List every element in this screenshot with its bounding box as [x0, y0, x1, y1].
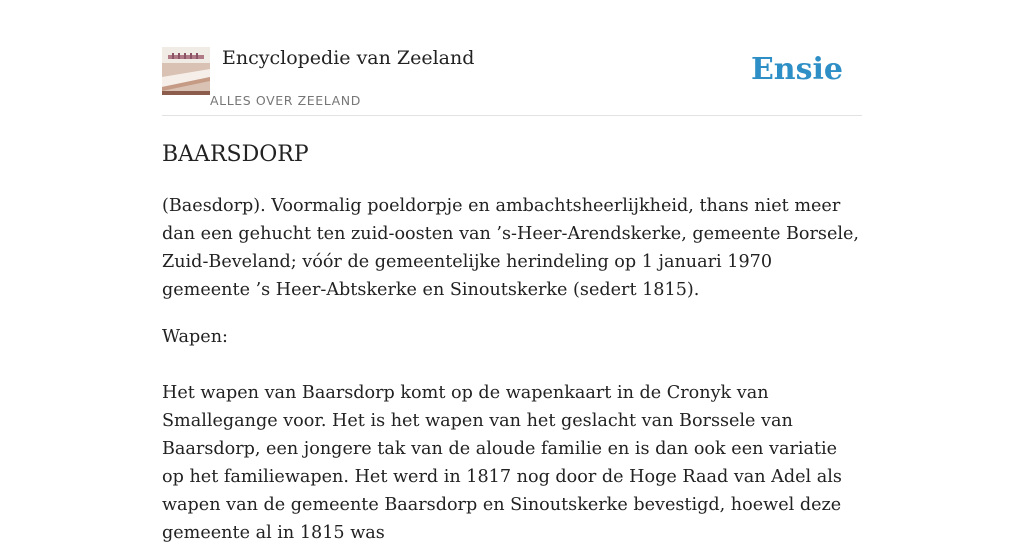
- encyclopedia-logo-icon[interactable]: [162, 47, 210, 95]
- article-paragraph: Het wapen van Baarsdorp komt op de wapenkaart in de Cronyk van Smallegange voor. Het is het wapen van het geslacht van Borssele van Baarsdorp, een jongere tak van de aloude familie en is dan ook een variatie op het familiewapen. Het werd in 1817 nog door de Hoge Raad van Adel als wapen van de gemeente Baarsdorp en Sinoutskerke bevestigd, hoewel deze gemeente al in 1815 was: [162, 383, 842, 543]
- page-container: [162, 0, 862, 543]
- section-heading-wapen: Wapen:: [162, 327, 228, 347]
- article-title: BAARSDORP: [162, 142, 309, 167]
- article-paragraph: (Baesdorp). Voormalig poeldorpje en ambachtsheerlijkheid, thans niet meer dan een gehucht ten zuid-oosten van ’s-Heer-Arendskerke, gemeente Borsele, Zuid-Beveland; vóór de gemeentelijke herindeling op 1 januari 1970 gemeente ’s Heer-Abtskerke en Sinoutskerke (sedert 1815).: [162, 196, 859, 300]
- site-header: [162, 0, 862, 116]
- ensie-brand-link[interactable]: Ensie: [750, 52, 843, 87]
- site-subtitle: ALLES OVER ZEELAND: [210, 93, 361, 108]
- site-title[interactable]: Encyclopedie van Zeeland: [222, 47, 475, 69]
